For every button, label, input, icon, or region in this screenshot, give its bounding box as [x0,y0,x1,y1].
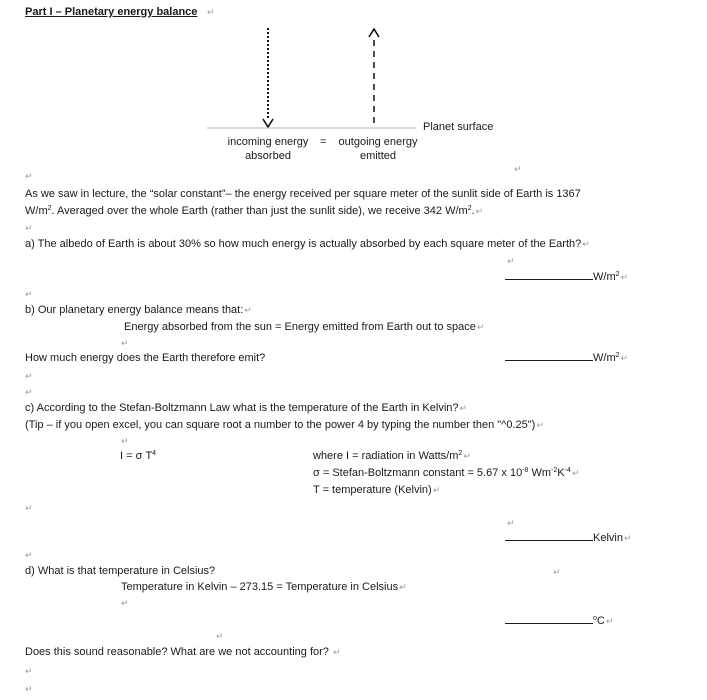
paragraph-mark: ↵ [25,371,33,381]
paragraph-mark: ↵ [514,164,522,174]
paragraph-mark: ↵ [25,223,33,233]
question-c-line-1: c) According to the Stefan-Boltzmann Law what is the temperature of the Earth in Kelvin?↵ [25,402,468,414]
question-b-emit: How much energy does the Earth therefore emit? [25,352,266,364]
paragraph-mark: ↵ [507,256,515,266]
answer-d-field[interactable]: $^o$C↵ [505,614,613,628]
paragraph-mark: ↵ [25,171,33,181]
answer-c-field[interactable]: Kelvin↵ [505,531,632,545]
paragraph-mark: ↵ [25,684,33,694]
paragraph-mark: ↵ [25,289,33,299]
paragraph-mark: ↵ [216,631,224,641]
intro-line-1: As we saw in lecture, the “solar constant”– the energy received per square meter of the sunlit side of Earth is 1367 [25,188,581,200]
question-b-line-2: Energy absorbed from the sun = Energy emitted from Earth out to space↵ [124,321,485,333]
answer-b-field[interactable]: $W/m^2↵$ [505,351,628,365]
answer-c-blank[interactable] [505,531,593,541]
paragraph-mark: ↵ [25,387,33,397]
paragraph-mark: ↵ [121,598,129,608]
question-a: a) The albedo of Earth is about 30% so how much energy is actually absorbed by each square meter of the Earth?↵ [25,238,590,250]
paragraph-mark: ↵ [507,518,515,528]
answer-d-blank[interactable] [505,614,593,624]
outgoing-arrowhead [369,29,379,37]
paragraph-mark: ↵ [207,7,215,17]
incoming-arrowhead [263,119,273,127]
question-b-line-1: b) Our planetary energy balance means that:↵ [25,304,252,316]
paragraph-mark: ↵ [25,666,33,676]
question-c-tip: (Tip – if you open excel, you can square root a number to the power 4 by typing the number then "^0.25")↵ [25,419,544,431]
stefan-boltzmann-formula: I = σ $T^4$ [120,450,157,462]
final-question: Does this sound reasonable? What are we not accounting for? ↵ [25,646,341,658]
answer-a-blank[interactable] [505,270,593,280]
answer-b-blank[interactable] [505,351,593,361]
intro-line-2: $W/m^2$. Averaged over the whole Earth (rather than just the sunlit side), we receive 342 $W/m^2.↵$ [25,205,484,217]
where-sigma: σ = Stefan-Boltzmann constant = 5.67 x $10^{-8}$ $Wm^{-2}K^{-4}↵$ [313,467,580,479]
paragraph-mark: ↵ [25,550,33,560]
page-title: Part I – Planetary energy balance [25,6,198,18]
equals-sign: = [320,136,327,148]
incoming-energy-label: incoming energy absorbed [227,136,309,162]
paragraph-mark: ↵ [553,567,561,577]
outgoing-energy-label: outgoing energy emitted [338,136,418,162]
question-d-line-2: Temperature in Kelvin – 273.15 = Temperature in Celsius↵ [121,581,407,593]
paragraph-mark: ↵ [121,436,129,446]
where-temperature: T = temperature (Kelvin)↵ [313,484,441,496]
where-radiation: where I = radiation in Watts/$m^2↵$ [313,450,471,462]
paragraph-mark: ↵ [121,338,129,348]
planet-surface-label: Planet surface [423,121,494,133]
question-d-line-1: d) What is that temperature in Celsius? [25,565,216,577]
paragraph-mark: ↵ [25,503,33,513]
answer-a-field[interactable]: $W/m^2↵$ [505,270,628,284]
